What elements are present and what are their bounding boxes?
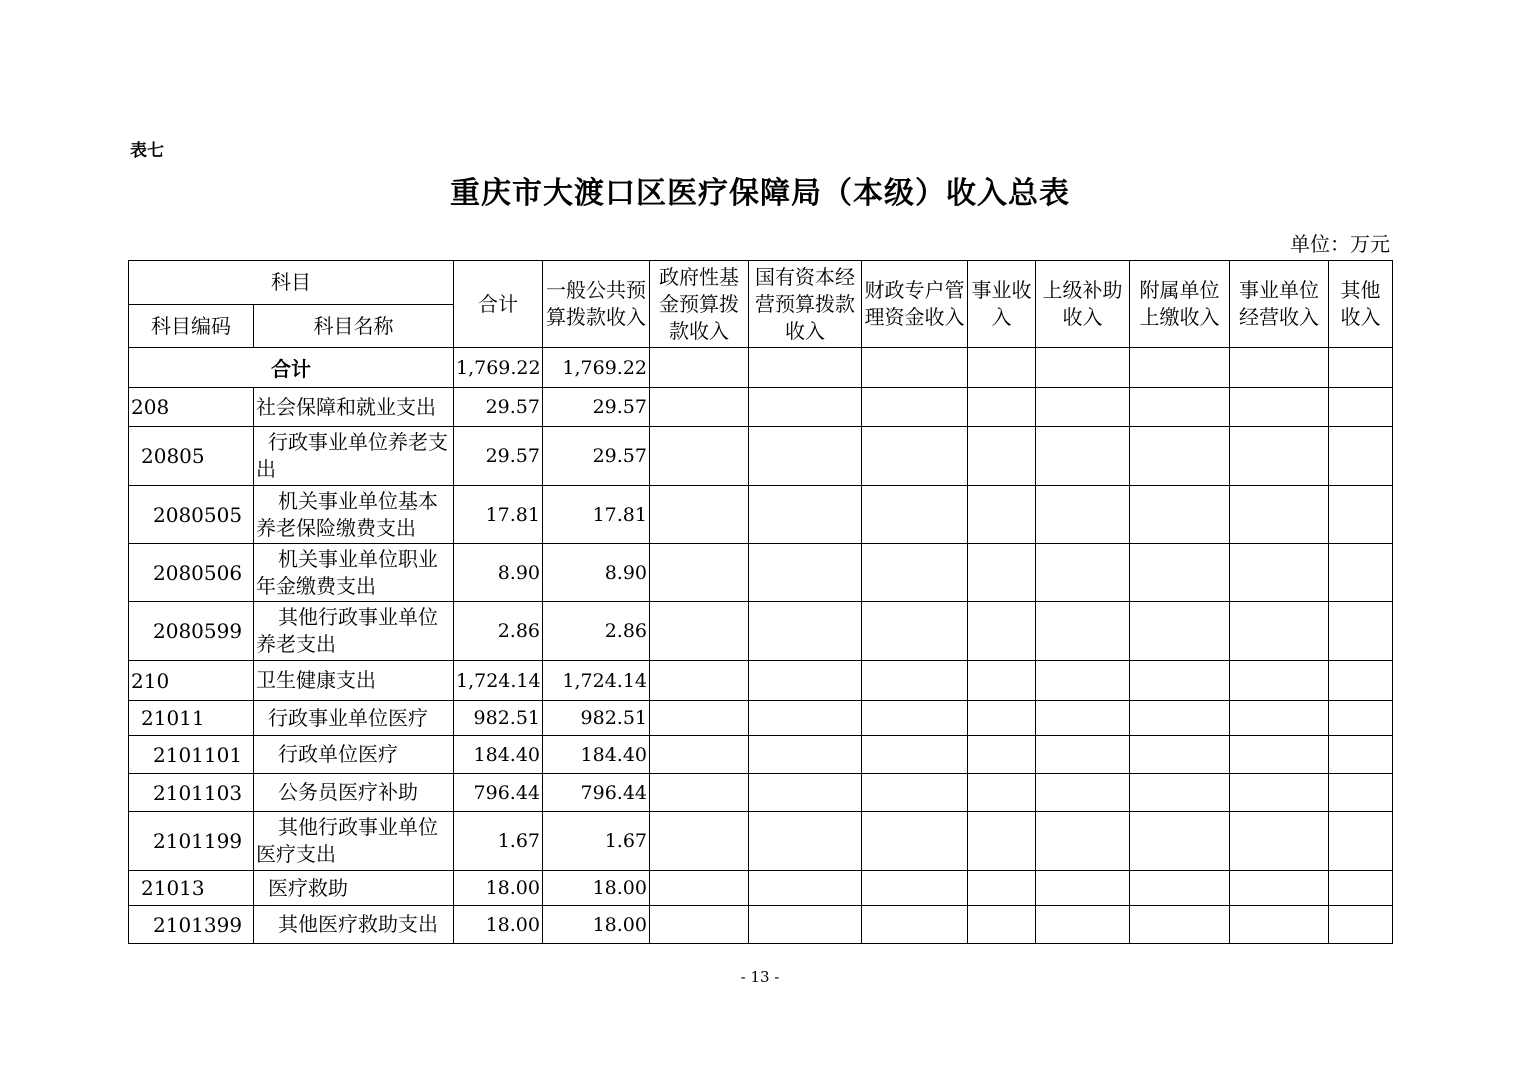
empty-cell: [1130, 701, 1230, 736]
empty-cell: [1329, 388, 1393, 427]
subject-code-cell: 21011: [129, 701, 254, 736]
subject-code-cell: 210: [129, 661, 254, 701]
page-title: 重庆市大渡口区医疗保障局（本级）收入总表: [450, 176, 1070, 211]
total-row: [129, 348, 1393, 388]
empty-cell: [1036, 661, 1130, 701]
empty-cell: [968, 486, 1036, 544]
empty-cell: [1230, 906, 1329, 944]
empty-cell: [749, 602, 862, 661]
table-row: [129, 871, 1393, 906]
subject-name-cell: 医疗救助: [254, 871, 454, 906]
empty-cell: [968, 774, 1036, 812]
empty-cell: [1036, 871, 1130, 906]
total-cell: 184.40: [454, 736, 543, 774]
empty-cell: [968, 701, 1036, 736]
empty-cell: [1130, 388, 1230, 427]
total-cell: 29.57: [454, 427, 543, 486]
empty-cell: [1036, 348, 1130, 388]
empty-cell: [968, 388, 1036, 427]
header-superior-subsidy: 上级补助收入: [1036, 261, 1130, 348]
header-business-operation: 事业单位经营收入: [1230, 261, 1329, 348]
empty-cell: [1036, 774, 1130, 812]
empty-cell: [749, 812, 862, 871]
general-budget-cell: 796.44: [543, 774, 650, 812]
empty-cell: [968, 602, 1036, 661]
table-row: [129, 661, 1393, 701]
subject-name-cell: 行政事业单位医疗: [254, 701, 454, 736]
total-cell: 18.00: [454, 906, 543, 944]
empty-cell: [749, 388, 862, 427]
empty-cell: [862, 812, 968, 871]
table-row: [129, 812, 1393, 871]
empty-cell: [1230, 812, 1329, 871]
empty-cell: [862, 906, 968, 944]
empty-cell: [1230, 427, 1329, 486]
subject-code-cell: 208: [129, 388, 254, 427]
header-business-income: 事业收入: [968, 261, 1036, 348]
total-cell: 18.00: [454, 871, 543, 906]
header-state-capital: 国有资本经营预算拨款收入: [749, 261, 862, 348]
total-row-total: 1,769.22: [454, 348, 543, 388]
empty-cell: [1230, 871, 1329, 906]
header-fiscal-special: 财政专户管理资金收入: [862, 261, 968, 348]
empty-cell: [1130, 661, 1230, 701]
empty-cell: [1036, 736, 1130, 774]
empty-cell: [650, 388, 749, 427]
table-row: [129, 906, 1393, 944]
empty-cell: [650, 871, 749, 906]
empty-cell: [650, 736, 749, 774]
empty-cell: [650, 774, 749, 812]
header-general-budget: 一般公共预算拨款收入: [543, 261, 650, 348]
empty-cell: [1130, 602, 1230, 661]
empty-cell: [1230, 348, 1329, 388]
empty-cell: [1230, 486, 1329, 544]
empty-cell: [1329, 427, 1393, 486]
empty-cell: [749, 486, 862, 544]
empty-cell: [1230, 661, 1329, 701]
empty-cell: [968, 544, 1036, 602]
table-row: [129, 774, 1393, 812]
empty-cell: [749, 661, 862, 701]
empty-cell: [1036, 812, 1130, 871]
empty-cell: [650, 661, 749, 701]
table-row: [129, 602, 1393, 661]
total-cell: 8.90: [454, 544, 543, 602]
empty-cell: [749, 544, 862, 602]
total-cell: 982.51: [454, 701, 543, 736]
table-row: [129, 544, 1393, 602]
empty-cell: [749, 736, 862, 774]
table-label: 表七: [130, 141, 164, 161]
table-row: [129, 701, 1393, 736]
empty-cell: [1230, 774, 1329, 812]
empty-cell: [749, 871, 862, 906]
total-cell: 1,724.14: [454, 661, 543, 701]
empty-cell: [968, 661, 1036, 701]
empty-cell: [968, 812, 1036, 871]
total-cell: 796.44: [454, 774, 543, 812]
header-subject-code: 科目编码: [129, 305, 254, 348]
empty-cell: [1329, 661, 1393, 701]
empty-cell: [862, 701, 968, 736]
general-budget-cell: 2.86: [543, 602, 650, 661]
empty-cell: [749, 906, 862, 944]
header-gov-fund: 政府性基金预算拨款收入: [650, 261, 749, 348]
general-budget-cell: 29.57: [543, 427, 650, 486]
general-budget-cell: 18.00: [543, 906, 650, 944]
empty-cell: [749, 348, 862, 388]
empty-cell: [862, 871, 968, 906]
empty-cell: [968, 871, 1036, 906]
subject-code-cell: 2080506: [129, 544, 254, 602]
total-cell: 17.81: [454, 486, 543, 544]
empty-cell: [1130, 544, 1230, 602]
empty-cell: [862, 774, 968, 812]
subject-name-cell: 其他行政事业单位医疗支出: [254, 812, 454, 871]
general-budget-cell: 1.67: [543, 812, 650, 871]
empty-cell: [1230, 701, 1329, 736]
table-row: [129, 388, 1393, 427]
header-subject-name: 科目名称: [254, 305, 454, 348]
subject-name-cell: 行政单位医疗: [254, 736, 454, 774]
empty-cell: [650, 906, 749, 944]
empty-cell: [1329, 701, 1393, 736]
table-row: [129, 486, 1393, 544]
empty-cell: [1230, 544, 1329, 602]
general-budget-cell: 184.40: [543, 736, 650, 774]
subject-name-cell: 行政事业单位养老支出: [254, 427, 454, 486]
subject-code-cell: 20805: [129, 427, 254, 486]
empty-cell: [749, 774, 862, 812]
empty-cell: [650, 602, 749, 661]
empty-cell: [1036, 544, 1130, 602]
total-cell: 1.67: [454, 812, 543, 871]
empty-cell: [862, 661, 968, 701]
empty-cell: [1130, 812, 1230, 871]
header-affiliated-payment: 附属单位上缴收入: [1130, 261, 1230, 348]
empty-cell: [968, 906, 1036, 944]
general-budget-cell: 982.51: [543, 701, 650, 736]
total-row-general: 1,769.22: [543, 348, 650, 388]
empty-cell: [1329, 906, 1393, 944]
empty-cell: [862, 348, 968, 388]
subject-name-cell: 卫生健康支出: [254, 661, 454, 701]
empty-cell: [968, 348, 1036, 388]
empty-cell: [1230, 736, 1329, 774]
empty-cell: [1329, 602, 1393, 661]
subject-name-cell: 其他医疗救助支出: [254, 906, 454, 944]
empty-cell: [862, 736, 968, 774]
empty-cell: [650, 486, 749, 544]
empty-cell: [1130, 906, 1230, 944]
empty-cell: [1329, 774, 1393, 812]
empty-cell: [650, 544, 749, 602]
empty-cell: [1036, 701, 1130, 736]
empty-cell: [1230, 602, 1329, 661]
empty-cell: [1130, 774, 1230, 812]
subject-name-cell: 机关事业单位职业年金缴费支出: [254, 544, 454, 602]
empty-cell: [862, 427, 968, 486]
empty-cell: [1036, 602, 1130, 661]
general-budget-cell: 17.81: [543, 486, 650, 544]
subject-name-cell: 机关事业单位基本养老保险缴费支出: [254, 486, 454, 544]
empty-cell: [650, 812, 749, 871]
header-other-income: 其他收入: [1329, 261, 1393, 348]
empty-cell: [1329, 348, 1393, 388]
total-cell: 29.57: [454, 388, 543, 427]
empty-cell: [1329, 736, 1393, 774]
empty-cell: [1130, 736, 1230, 774]
subject-code-cell: 21013: [129, 871, 254, 906]
subject-name-cell: 其他行政事业单位养老支出: [254, 602, 454, 661]
general-budget-cell: 18.00: [543, 871, 650, 906]
empty-cell: [968, 427, 1036, 486]
empty-cell: [1329, 544, 1393, 602]
empty-cell: [862, 388, 968, 427]
empty-cell: [1130, 348, 1230, 388]
subject-code-cell: 2101399: [129, 906, 254, 944]
table-row: [129, 427, 1393, 486]
subject-code-cell: 2080599: [129, 602, 254, 661]
subject-code-cell: 2101199: [129, 812, 254, 871]
unit-label: 单位：万元: [1290, 232, 1390, 256]
empty-cell: [650, 427, 749, 486]
empty-cell: [1230, 388, 1329, 427]
empty-cell: [1329, 871, 1393, 906]
total-row-label: 合计: [129, 348, 454, 388]
subject-code-cell: 2080505: [129, 486, 254, 544]
income-summary-table: [128, 260, 1393, 944]
empty-cell: [749, 701, 862, 736]
empty-cell: [1329, 486, 1393, 544]
empty-cell: [968, 736, 1036, 774]
subject-name-cell: 社会保障和就业支出: [254, 388, 454, 427]
empty-cell: [1036, 906, 1130, 944]
empty-cell: [862, 602, 968, 661]
empty-cell: [1036, 427, 1130, 486]
total-cell: 2.86: [454, 602, 543, 661]
empty-cell: [749, 427, 862, 486]
empty-cell: [1130, 871, 1230, 906]
empty-cell: [862, 544, 968, 602]
table-row: [129, 736, 1393, 774]
empty-cell: [1329, 812, 1393, 871]
empty-cell: [862, 486, 968, 544]
header-subject: 科目: [129, 261, 454, 305]
empty-cell: [1036, 486, 1130, 544]
general-budget-cell: 8.90: [543, 544, 650, 602]
empty-cell: [650, 701, 749, 736]
empty-cell: [1036, 388, 1130, 427]
general-budget-cell: 29.57: [543, 388, 650, 427]
general-budget-cell: 1,724.14: [543, 661, 650, 701]
header-total: 合计: [454, 261, 543, 348]
empty-cell: [650, 348, 749, 388]
page-number: - 13 -: [740, 968, 780, 986]
empty-cell: [1130, 427, 1230, 486]
subject-code-cell: 2101101: [129, 736, 254, 774]
subject-name-cell: 公务员医疗补助: [254, 774, 454, 812]
subject-code-cell: 2101103: [129, 774, 254, 812]
empty-cell: [1130, 486, 1230, 544]
